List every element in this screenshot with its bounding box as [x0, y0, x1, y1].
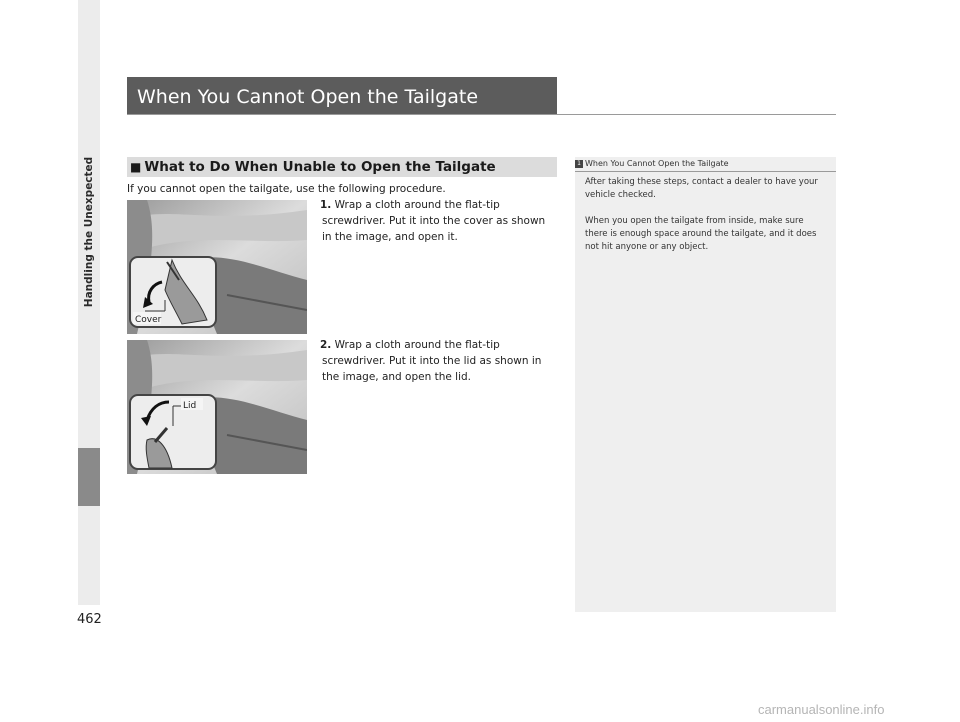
sidebar-paragraph-2: When you open the tailgate from inside, make sure there is enough space around the tailgate, and it does not hit anyone or any object.: [585, 216, 817, 252]
figure-cover: [127, 200, 307, 334]
figure-lid-illustration: [127, 340, 307, 474]
side-tab-marker: [78, 448, 100, 506]
figure-lid: [127, 340, 307, 474]
figure-cover-illustration: [127, 200, 307, 334]
sidebar-heading: [575, 157, 836, 172]
sidebar-note: [575, 157, 836, 612]
reference-icon: 1: [575, 160, 583, 168]
section-heading-text: What to Do When Unable to Open the Tailgate: [144, 159, 496, 175]
figure-lid-label: Lid: [183, 401, 197, 411]
side-tab-label: Handling the Unexpected: [83, 156, 95, 308]
step-1: [308, 197, 558, 245]
section-marker-icon: ■: [130, 160, 142, 174]
page-title: When You Cannot Open the Tailgate: [127, 77, 557, 115]
sidebar-heading-text: When You Cannot Open the Tailgate: [585, 159, 729, 168]
title-rule: [127, 114, 836, 115]
watermark: carmanualsonline.info: [758, 702, 885, 717]
figure-cover-label: Cover: [135, 315, 162, 325]
step-1-number: 1.: [320, 199, 332, 211]
step-2-text: Wrap a cloth around the flat-tip screwdriver. Put it into the lid as shown in the image, and open the lid.: [322, 339, 542, 383]
page-number: 462: [77, 612, 102, 627]
step-2: [308, 337, 558, 385]
sidebar-paragraph-1: After taking these steps, contact a dealer to have your vehicle checked.: [585, 177, 818, 200]
intro-text: If you cannot open the tailgate, use the following procedure.: [127, 183, 446, 195]
step-1-text: Wrap a cloth around the flat-tip screwdriver. Put it into the cover as shown in the image, and open it.: [322, 199, 546, 243]
step-2-number: 2.: [320, 339, 332, 351]
section-heading: [127, 157, 557, 177]
